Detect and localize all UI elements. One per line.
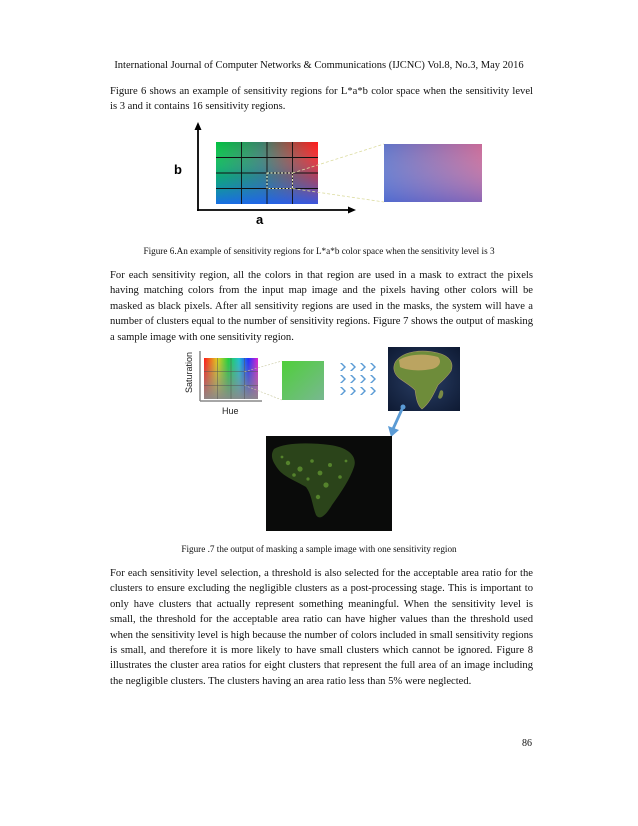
chevron-arrows-icon bbox=[340, 363, 376, 395]
figure-6-caption: Figure 6.An example of sensitivity regions for L*a*b color space when the sensitivity level is 3 bbox=[143, 246, 495, 256]
axis-label-a: a bbox=[256, 212, 264, 226]
paragraph-1: Figure 6 shows an example of sensitivity regions for L*a*b color space when the sensitivity level is 3 and it contains 16 sensitivity regions. bbox=[110, 86, 533, 113]
axis-label-saturation: Saturation bbox=[184, 351, 194, 393]
x-axis-arrowhead bbox=[348, 207, 356, 214]
paragraph-3: For each sensitivity level selection, a threshold is also selected for the acceptable area ratio for the clusters to ensure excluding the negligible clusters as a post-processing stage. This is important to only have clusters that actually represent something meaningful. When the sensitivity level is small, the threshold for the acceptable area ratio can have higher values than the threshold used when the sensitivity level is high because the number of colors included in small sensitivity regions is small, and therefore it is more likely to have small clusters which cannot be ignored. Figure 8 illustrates the cluster area ratios for eight clusters that represent the full area of an image including the negligible clusters. The clusters having an area ratio less than 5% were neglected. bbox=[110, 568, 533, 687]
axis-label-b: b bbox=[174, 162, 182, 177]
y-axis-arrowhead bbox=[195, 122, 202, 130]
figure-6-graphic bbox=[170, 122, 490, 226]
page-number: 86 bbox=[522, 738, 532, 749]
figure-7-caption: Figure .7 the output of masking a sample image with one sensitivity region bbox=[181, 544, 457, 554]
axis-label-hue: Hue bbox=[222, 406, 239, 416]
paragraph-2: For each sensitivity region, all the colors in that region are used in a mask to extract the pixels having matching colors from the input map image and the pixels having other colors will be masked as black pixels. After all sensitivity regions are used in the masks, the system will have a number of clusters equal to the number of sensitivity regions. Figure 7 shows the output of masking a sample image with one sensitivity region. bbox=[110, 270, 533, 343]
fig7-zoomed-region bbox=[282, 361, 324, 400]
journal-header: International Journal of Computer Networks & Communications (IJCNC) Vol.8, No.3, May 2016 bbox=[114, 60, 524, 71]
figure-7-graphic bbox=[170, 345, 470, 533]
